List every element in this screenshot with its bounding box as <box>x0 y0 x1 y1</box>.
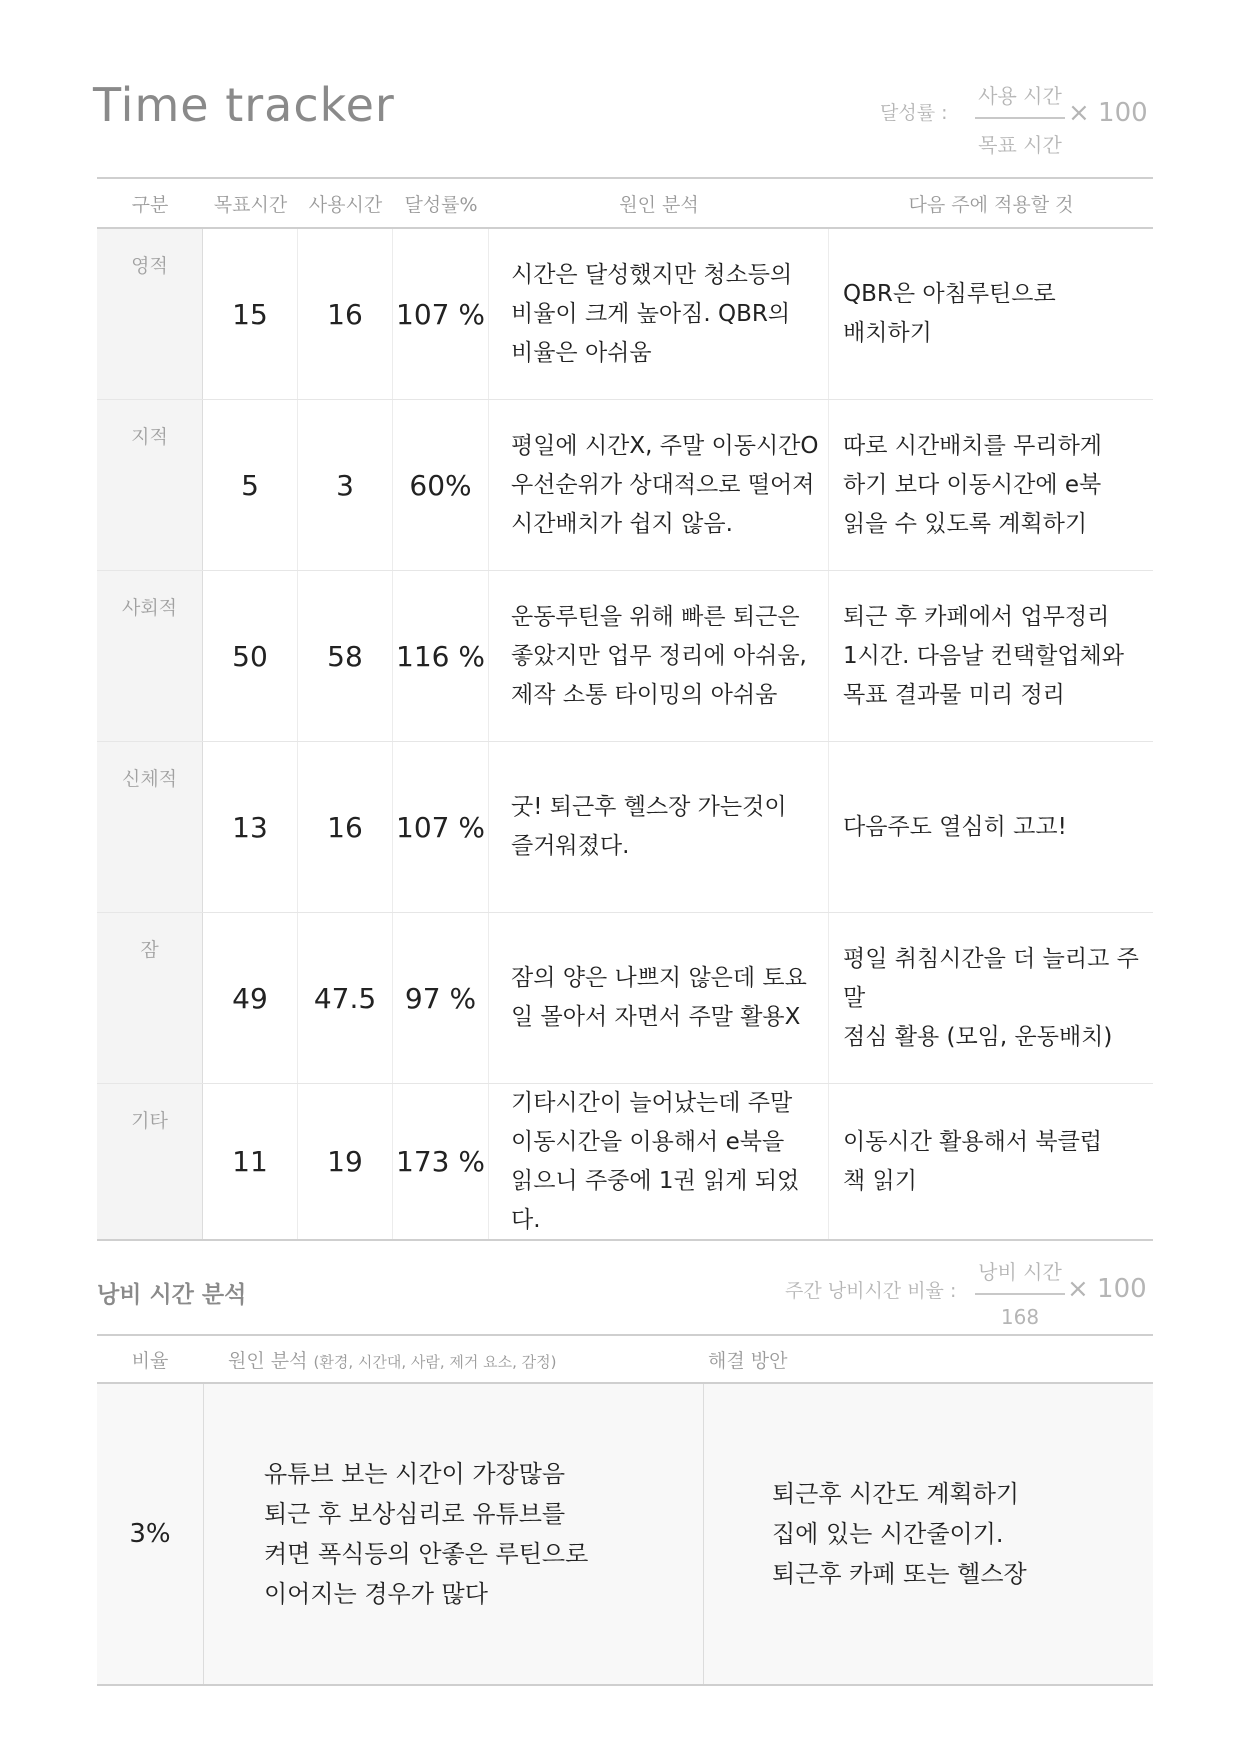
analysis-cell: 기타시간이 늘어났는데 주말 이동시간을 이용해서 e북을 읽으니 주중에 1권 읽게 되었다. <box>489 1084 829 1239</box>
header-ratio: 비율 <box>131 1349 169 1372</box>
analysis-cell: 평일에 시간X, 주말 이동시간O 우선순위가 상대적으로 떨어져 시간배치가 쉽지 않음. <box>489 400 829 570</box>
header-used: 사용시간 <box>308 193 383 216</box>
category-cell <box>97 1084 203 1239</box>
rate-cell: 107 % <box>393 229 489 399</box>
used-cell: 16 <box>298 742 393 912</box>
category-label: 신체적 <box>121 768 178 790</box>
waste-table-row <box>97 1384 1153 1684</box>
category-cell <box>97 742 203 912</box>
page-title: Time tracker <box>93 78 395 132</box>
category-label: 지적 <box>131 426 168 448</box>
category-label: 잠 <box>140 939 159 961</box>
target-cell: 13 <box>203 742 298 912</box>
next-cell: 다음주도 열심히 고고! <box>843 813 1067 840</box>
rate-cell: 173 % <box>393 1084 489 1239</box>
analysis-cell: 굿! 퇴근후 헬스장 가는것이 즐거워졌다. <box>489 742 829 912</box>
waste-formula-fraction <box>975 1256 1065 1329</box>
table-row <box>97 229 1153 400</box>
formula-denominator: 목표 시간 <box>978 133 1062 157</box>
category-cell <box>97 400 203 570</box>
header-rate: 달성률% <box>404 193 478 216</box>
used-cell: 47.5 <box>298 913 393 1083</box>
analysis-cell: 시간은 달성했지만 청소등의 비율이 크게 높아짐. QBR의 비율은 아쉬움 <box>489 229 829 399</box>
waste-formula-numerator: 낭비 시간 <box>978 1260 1062 1284</box>
formula-label: 달성률 : <box>880 102 948 124</box>
header-cause-note: (환경, 시간대, 사람, 제거 요소, 감정) <box>313 1352 557 1371</box>
target-cell: 15 <box>203 229 298 399</box>
waste-ratio-cell: 3% <box>97 1384 204 1684</box>
used-cell: 19 <box>298 1084 393 1239</box>
target-cell: 5 <box>203 400 298 570</box>
rate-cell: 60% <box>393 400 489 570</box>
waste-formula <box>785 1256 1155 1336</box>
header-analysis: 원인 분석 <box>619 193 699 216</box>
used-cell: 58 <box>298 571 393 741</box>
waste-formula-label: 주간 낭비시간 비율 : <box>785 1280 957 1302</box>
next-cell: 이동시간 활용해서 북클럽 책 읽기 <box>843 1128 1103 1194</box>
table-row <box>97 1084 1153 1241</box>
waste-cause-cell: 유튜브 보는 시간이 가장많음 퇴근 후 보상심리로 유튜브를 켜면 폭식등의 안좋은 루틴으로 이어지는 경우가 많다 <box>204 1384 704 1684</box>
category-label: 기타 <box>131 1110 168 1132</box>
formula-fraction <box>975 80 1065 158</box>
next-cell: 평일 취침시간을 더 늘리고 주말 점심 활용 (모임, 운동배치) <box>843 945 1139 1050</box>
waste-solution-cell: 퇴근후 시간도 계획하기 집에 있는 시간줄이기. 퇴근후 카페 또는 헬스장 <box>772 1480 1027 1588</box>
header-target: 목표시간 <box>213 193 288 216</box>
header-cause-label: 원인 분석 <box>228 1349 308 1372</box>
next-cell: 퇴근 후 카페에서 업무정리 1시간. 다음날 컨택할업체와 목표 결과물 미리 정리 <box>843 603 1124 708</box>
table-row <box>97 742 1153 913</box>
target-cell: 50 <box>203 571 298 741</box>
category-label: 영적 <box>131 255 168 277</box>
table-row <box>97 571 1153 742</box>
table-header <box>97 179 1153 229</box>
header-solution: 해결 방안 <box>708 1349 788 1372</box>
used-cell: 16 <box>298 229 393 399</box>
table-row <box>97 400 1153 571</box>
waste-formula-denominator: 168 <box>1000 1305 1040 1329</box>
analysis-cell: 잠의 양은 나쁘지 않은데 토요 일 몰아서 자면서 주말 활용X <box>489 913 829 1083</box>
category-cell <box>97 913 203 1083</box>
rate-cell: 116 % <box>393 571 489 741</box>
next-cell: QBR은 아침루틴으로 배치하기 <box>843 281 1056 346</box>
time-tracker-table <box>97 177 1153 1241</box>
formula-numerator: 사용 시간 <box>978 84 1062 108</box>
rate-cell: 107 % <box>393 742 489 912</box>
target-cell: 49 <box>203 913 298 1083</box>
waste-table <box>97 1334 1153 1686</box>
category-label: 사회적 <box>121 597 178 619</box>
used-cell: 3 <box>298 400 393 570</box>
waste-formula-multiplier: × 100 <box>1067 1274 1147 1304</box>
header-category: 구분 <box>131 193 169 216</box>
waste-table-header <box>97 1336 1153 1384</box>
header-next: 다음 주에 적용할 것 <box>908 193 1074 216</box>
table-row <box>97 913 1153 1084</box>
fraction-bar <box>975 117 1065 119</box>
analysis-cell: 운동루틴을 위해 빠른 퇴근은 좋았지만 업무 정리에 아쉬움, 제작 소통 타이밍의 아쉬움 <box>489 571 829 741</box>
category-cell <box>97 571 203 741</box>
category-cell <box>97 229 203 399</box>
target-cell: 11 <box>203 1084 298 1239</box>
fraction-bar <box>975 1293 1065 1295</box>
achievement-formula <box>880 80 1180 160</box>
formula-multiplier: × 100 <box>1068 98 1148 128</box>
next-cell: 따로 시간배치를 무리하게 하기 보다 이동시간에 e북 읽을 수 있도록 계획하기 <box>843 432 1103 537</box>
header-cause <box>203 1346 703 1373</box>
rate-cell: 97 % <box>393 913 489 1083</box>
waste-section-title: 낭비 시간 분석 <box>97 1282 247 1308</box>
